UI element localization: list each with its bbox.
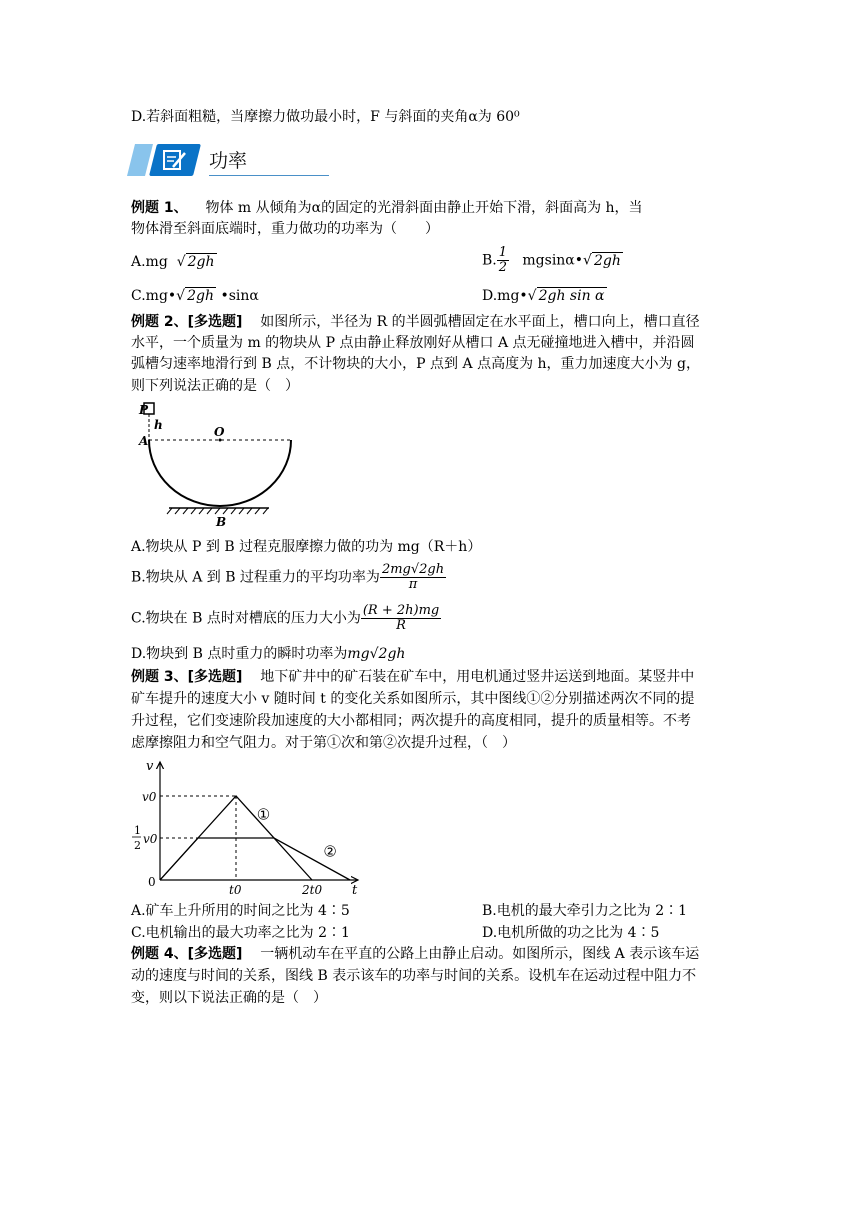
ex1-option-a: A.mg √ 2gh: [131, 254, 215, 270]
x-tick-t0: t0: [229, 883, 242, 896]
series-line-2: [160, 838, 350, 880]
ex1-line1: 例题 1、 物体 m 从倾角为α的固定的光滑斜面由静止开始下滑，斜面高为 h，当: [131, 200, 643, 216]
ex3-option-d: D.电机所做的功之比为 4∶5: [482, 925, 660, 941]
label-o: O: [214, 425, 225, 439]
ex3-line1: 例题 3、[多选题] 地下矿井中的矿石装在矿车中，用电机通过竖井运送到地面。某竖井中: [131, 669, 695, 685]
ex2-option-b: B.物块从 A 到 B 过程重力的平均功率为 $\frac{2mg√2gh}{\pi}$: [131, 562, 445, 592]
ex3-option-a: A.矿车上升所用的时间之比为 4∶5: [131, 903, 350, 919]
ex1-line2: 物体滑至斜面底端时，重力做功的功率为（ ）: [131, 221, 439, 237]
y-tick-half-den: 2: [134, 839, 141, 852]
vt-chart: [128, 756, 368, 896]
ex2-option-a: A.物块从 P 到 B 过程克服摩擦力做的功为 mg（R＋h）: [131, 539, 482, 555]
ex3-label: 例题 3、[多选题]: [131, 669, 243, 685]
ex2-option-c: C.物块在 B 点时对槽底的压力大小为 $\frac{(R + 2h)mg}{R}$: [131, 603, 440, 633]
label-a: A: [139, 434, 149, 448]
x-tick-2t0: 2t0: [302, 883, 323, 896]
ex2-line4: 则下列说法正确的是（ ）: [131, 378, 299, 394]
ex2-line1: 例题 2、[多选题] 如图所示，半径为 R 的半圆弧槽固定在水平面上，槽口向上，槽口直径: [131, 314, 700, 330]
series-label-1: ①: [256, 805, 271, 824]
ex4-line1: 例题 4、[多选题] 一辆机动车在平直的公路上由静止启动。如图所示，图线 A 表示该车运: [131, 946, 700, 962]
section-title: 功率: [209, 150, 248, 172]
ex2-line3: 弧槽匀速率地滑行到 B 点，不计物块的大小，P 点到 A 点高度为 h，重力加速度大小为 g，: [131, 356, 700, 372]
ex3-line4: 虑摩擦阻力和空气阻力。对于第①次和第②次提升过程，（ ）: [131, 735, 516, 751]
ex3-option-c: C.电机输出的最大功率之比为 2∶1: [131, 925, 350, 941]
ex2-line2: 水平，一个质量为 m 的物块从 P 点由静止释放刚好从槽口 A 点无碰撞地进入槽中，并沿圆: [131, 335, 695, 351]
label-b: B: [216, 515, 227, 529]
ground-hatching: [167, 508, 268, 514]
section-underline: [209, 175, 329, 176]
ex1-option-b: B. $\frac{1}{2}$ mgsinα•√ 2gh: [482, 245, 621, 275]
y-tick-v0: v0: [142, 790, 157, 804]
prev-option-d: D.若斜面粗糙，当摩擦力做功最小时，F 与斜面的夹角α为 60⁰: [131, 109, 520, 125]
ex2-label: 例题 2、[多选题]: [131, 314, 243, 330]
y-axis-label: v: [146, 759, 154, 774]
label-h: h: [154, 418, 163, 432]
y-tick-half-v0: v0: [143, 832, 158, 846]
edit-note-icon: [161, 148, 189, 172]
y-tick-half-v0: [132, 824, 158, 852]
ex4-line2: 动的速度与时间的关系，图线 B 表示该车的功率与时间的关系。设机车在运动过程中阻力不: [131, 968, 697, 984]
ex1-label: 例题 1、: [131, 200, 188, 216]
ex3-line2: 矿车提升的速度大小 v 随时间 t 的变化关系如图所示，其中图线①②分别描述两次不同的提: [131, 691, 695, 707]
ex4-line3: 变，则以下说法正确的是（ ）: [131, 990, 327, 1006]
semicircle-groove: [149, 440, 291, 506]
label-p: P: [139, 403, 149, 417]
ex3-line3: 升过程，它们变速阶段加速度的大小都相同；两次提升的高度相同，提升的质量相等。不考: [131, 713, 691, 729]
ex4-label: 例题 4、[多选题]: [131, 946, 243, 962]
series-label-2: ②: [323, 842, 337, 861]
ex1-option-d: D.mg•√ 2gh sin α: [482, 288, 605, 304]
ex3-option-b: B.电机的最大牵引力之比为 2∶1: [482, 903, 688, 919]
y-tick-half-num: 1: [134, 824, 141, 837]
section-header: [131, 142, 331, 180]
x-axis-label: t: [352, 883, 358, 896]
groove-diagram: [136, 400, 296, 530]
ex1-option-c: C.mg•√ 2gh •sinα: [131, 288, 259, 304]
x-tick-0: 0: [148, 875, 156, 889]
ex2-option-d: D.物块到 B 点时重力的瞬时功率为mg√2gh: [131, 646, 406, 662]
